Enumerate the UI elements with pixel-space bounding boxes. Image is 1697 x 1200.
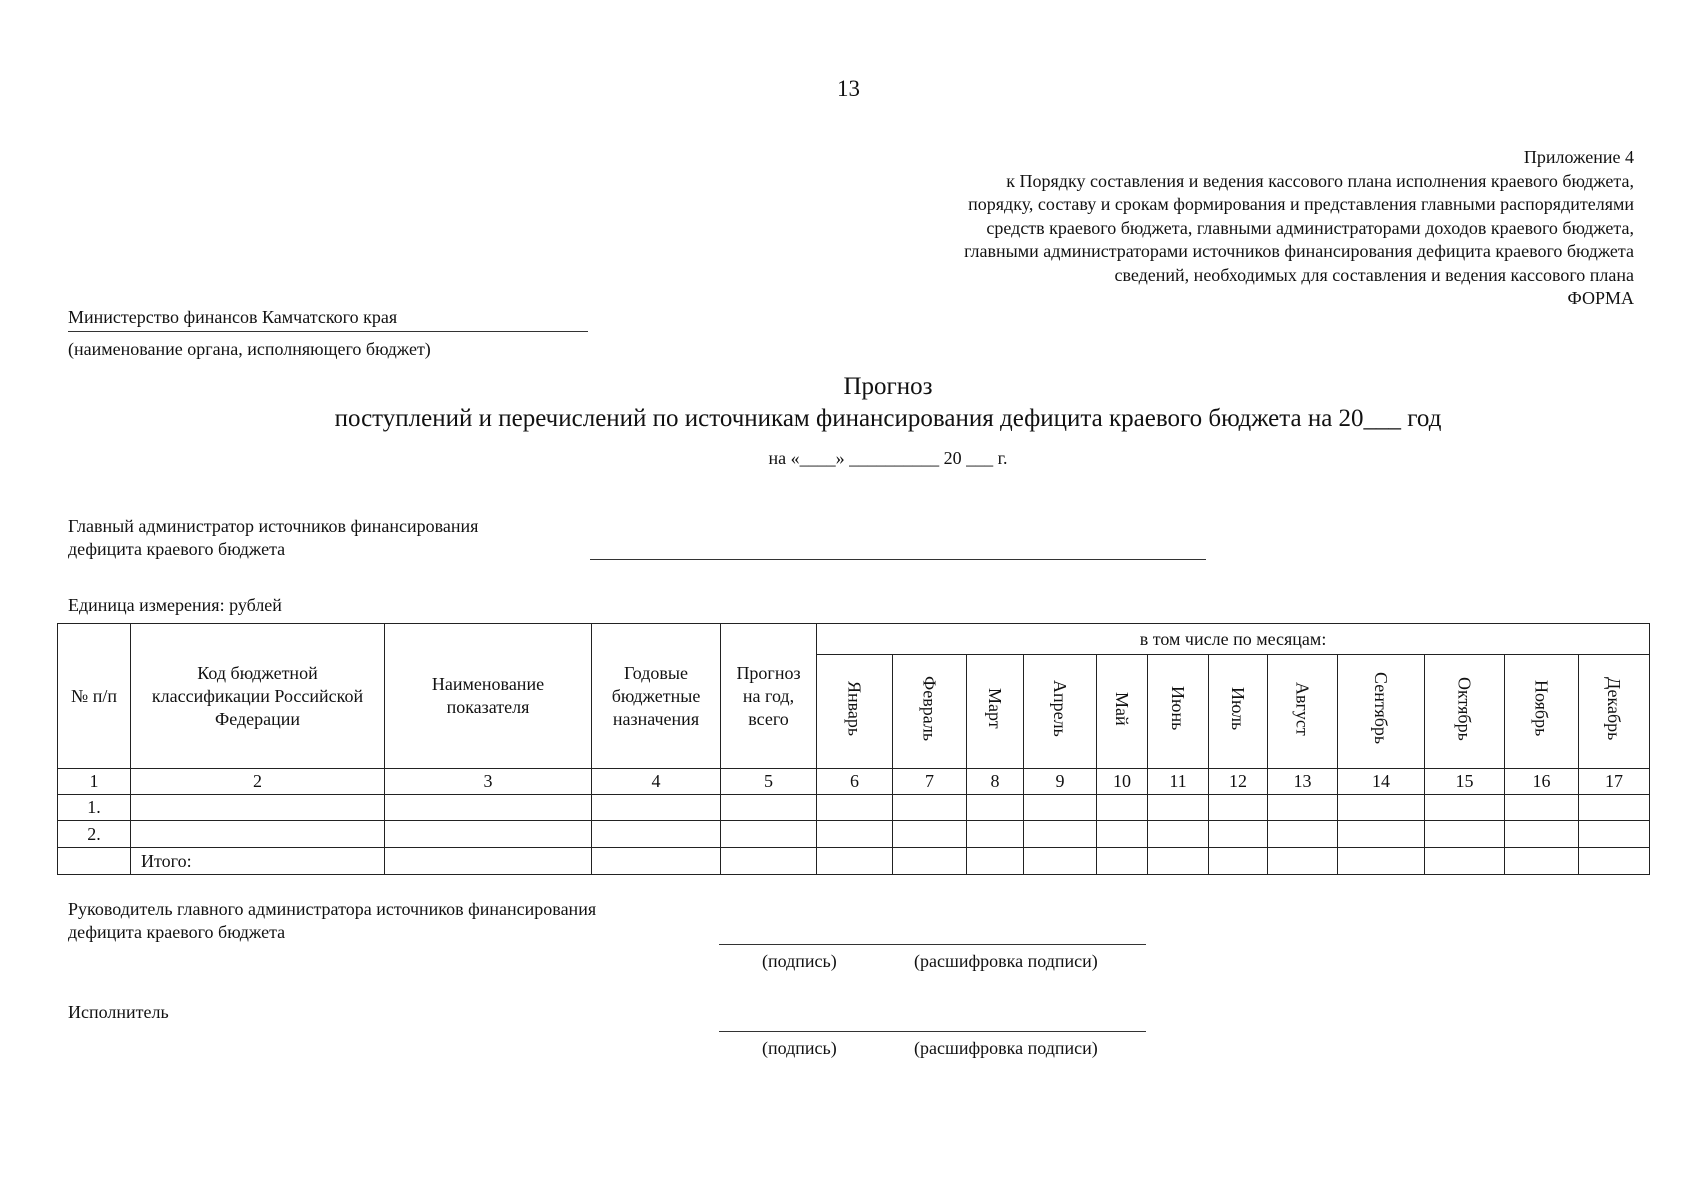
row-month-cell[interactable] <box>1148 795 1209 821</box>
column-number: 12 <box>1209 769 1268 795</box>
column-number: 11 <box>1148 769 1209 795</box>
column-number: 6 <box>817 769 893 795</box>
row-code-cell[interactable] <box>131 821 385 848</box>
month-header <box>1338 655 1425 769</box>
appendix-line: сведений, необходимых для составления и ведения кассового плана <box>1114 264 1634 285</box>
row-month-cell[interactable] <box>1505 795 1579 821</box>
head-decode-caption: (расшифровка подписи) <box>914 951 1098 971</box>
total-row <box>58 848 1650 875</box>
row-forecast-cell[interactable] <box>721 848 817 875</box>
column-number: 1 <box>58 769 131 795</box>
administrator-label-line: дефицита краевого бюджета <box>68 539 286 559</box>
executor-signature-line <box>719 1031 1146 1032</box>
month-label: Декабрь <box>1604 676 1625 741</box>
row-month-cell[interactable] <box>1024 848 1097 875</box>
row-forecast-cell[interactable] <box>721 795 817 821</box>
month-label: Сентябрь <box>1371 672 1391 745</box>
header-annual: Годовые бюджетные назначения <box>592 624 721 769</box>
row-month-cell[interactable] <box>967 795 1024 821</box>
appendix-line: средств краевого бюджета, главными администраторами доходов краевого бюджета, <box>986 217 1634 238</box>
appendix-line: главными администраторами источников финансирования дефицита краевого бюджета <box>964 241 1634 261</box>
column-number: 17 <box>1579 769 1650 795</box>
row-month-cell[interactable] <box>817 821 893 848</box>
month-label: Ноябрь <box>1531 680 1552 737</box>
month-label: Январь <box>844 680 865 737</box>
row-month-cell[interactable] <box>1579 821 1650 848</box>
table-header-row <box>58 624 1650 655</box>
row-name-cell[interactable] <box>385 821 592 848</box>
row-annual-cell[interactable] <box>592 848 721 875</box>
row-annual-cell[interactable] <box>592 821 721 848</box>
administrator-label <box>68 515 478 561</box>
executor-decode-caption: (расшифровка подписи) <box>914 1038 1098 1058</box>
month-header <box>1148 655 1209 769</box>
row-month-cell[interactable] <box>1097 821 1148 848</box>
column-number: 14 <box>1338 769 1425 795</box>
organization-caption: (наименование органа, исполняющего бюджет) <box>68 339 431 359</box>
row-month-cell[interactable] <box>1148 821 1209 848</box>
row-month-cell[interactable] <box>893 795 967 821</box>
row-month-cell[interactable] <box>817 795 893 821</box>
month-header <box>1024 655 1097 769</box>
column-number: 16 <box>1505 769 1579 795</box>
row-month-cell[interactable] <box>1338 821 1425 848</box>
form-label: ФОРМА <box>1567 288 1634 308</box>
row-month-cell[interactable] <box>893 848 967 875</box>
row-month-cell[interactable] <box>1579 848 1650 875</box>
row-month-cell[interactable] <box>817 848 893 875</box>
table-row <box>58 795 1650 821</box>
month-header <box>1579 655 1650 769</box>
head-signature-label <box>68 898 596 944</box>
row-number: 1. <box>58 795 131 821</box>
head-signature-label-line: Руководитель главного администратора источников финансирования <box>68 899 597 919</box>
month-label: Июнь <box>1168 686 1188 731</box>
head-signature-caption: (подпись) <box>762 951 837 971</box>
month-header <box>1097 655 1148 769</box>
row-code-cell[interactable] <box>131 795 385 821</box>
column-number: 10 <box>1097 769 1148 795</box>
row-name-cell[interactable] <box>385 795 592 821</box>
appendix-line: к Порядку составления и ведения кассового плана исполнения краевого бюджета, <box>1006 170 1634 191</box>
administrator-fill-line <box>590 559 1206 560</box>
month-label: Апрель <box>1050 680 1070 737</box>
document-title: Прогноз <box>843 373 933 400</box>
row-month-cell[interactable] <box>1338 795 1425 821</box>
column-number: 7 <box>893 769 967 795</box>
month-header <box>1209 655 1268 769</box>
row-month-cell[interactable] <box>1148 848 1209 875</box>
table-row <box>58 821 1650 848</box>
column-number: 5 <box>721 769 817 795</box>
row-month-cell[interactable] <box>967 848 1024 875</box>
header-forecast: Прогноз на год, всего <box>721 624 817 769</box>
document-date: на «____» __________ 20 ___ г. <box>768 448 1008 468</box>
column-number: 15 <box>1425 769 1505 795</box>
header-num: № п/п <box>58 624 131 769</box>
row-month-cell[interactable] <box>1338 848 1425 875</box>
row-month-cell[interactable] <box>1097 795 1148 821</box>
header-code: Код бюджетной классификации Российской Федерации <box>131 624 385 769</box>
head-signature-line <box>719 944 1146 945</box>
executor-signature-caption: (подпись) <box>762 1038 837 1058</box>
row-month-cell[interactable] <box>1268 848 1338 875</box>
month-header <box>1505 655 1579 769</box>
month-header <box>893 655 967 769</box>
row-name-cell[interactable] <box>385 848 592 875</box>
month-label: Март <box>985 688 1005 729</box>
row-number <box>58 848 131 875</box>
row-month-cell[interactable] <box>967 821 1024 848</box>
row-month-cell[interactable] <box>1024 795 1097 821</box>
administrator-label-line: Главный администратор источников финансирования <box>68 516 479 536</box>
unit-of-measure: Единица измерения: рублей <box>68 595 282 615</box>
row-month-cell[interactable] <box>1425 795 1505 821</box>
row-month-cell[interactable] <box>1425 821 1505 848</box>
month-header <box>1268 655 1338 769</box>
row-month-cell[interactable] <box>1209 848 1268 875</box>
row-month-cell[interactable] <box>1209 795 1268 821</box>
row-month-cell[interactable] <box>1024 821 1097 848</box>
header-name: Наименование показателя <box>385 624 592 769</box>
organization-name: Министерство финансов Камчатского края <box>68 307 588 332</box>
column-number: 8 <box>967 769 1024 795</box>
month-label: Май <box>1112 691 1132 726</box>
row-month-cell[interactable] <box>1425 848 1505 875</box>
row-number: 2. <box>58 821 131 848</box>
document-subtitle: поступлений и перечислений по источникам финансирования дефицита краевого бюджета на 20___ год <box>334 405 1442 432</box>
row-annual-cell[interactable] <box>592 795 721 821</box>
month-label: Июль <box>1228 686 1248 731</box>
row-month-cell[interactable] <box>1268 821 1338 848</box>
row-month-cell[interactable] <box>1505 821 1579 848</box>
column-number: 2 <box>131 769 385 795</box>
column-numbers-row <box>58 769 1650 795</box>
forecast-table <box>57 623 1650 875</box>
month-label: Октябрь <box>1454 676 1475 741</box>
page-number: 13 <box>837 76 860 101</box>
month-label: Август <box>1292 681 1313 736</box>
row-forecast-cell[interactable] <box>721 821 817 848</box>
row-month-cell[interactable] <box>1505 848 1579 875</box>
month-label: Февраль <box>919 675 940 742</box>
month-header <box>1425 655 1505 769</box>
row-month-cell[interactable] <box>1268 795 1338 821</box>
row-month-cell[interactable] <box>1209 821 1268 848</box>
appendix-block <box>634 146 1634 311</box>
month-header <box>817 655 893 769</box>
month-header <box>967 655 1024 769</box>
row-month-cell[interactable] <box>893 821 967 848</box>
header-months-group: в том числе по месяцам: <box>817 624 1650 655</box>
column-number: 9 <box>1024 769 1097 795</box>
executor-label: Исполнитель <box>68 1002 169 1022</box>
column-number: 3 <box>385 769 592 795</box>
appendix-line: порядку, составу и срокам формирования и представления главными распорядителями <box>968 194 1634 214</box>
total-label: Итого: <box>131 848 385 875</box>
column-number: 13 <box>1268 769 1338 795</box>
row-month-cell[interactable] <box>1579 795 1650 821</box>
head-signature-label-line: дефицита краевого бюджета <box>68 922 286 942</box>
column-number: 4 <box>592 769 721 795</box>
row-month-cell[interactable] <box>1097 848 1148 875</box>
appendix-line: Приложение 4 <box>1523 147 1634 167</box>
